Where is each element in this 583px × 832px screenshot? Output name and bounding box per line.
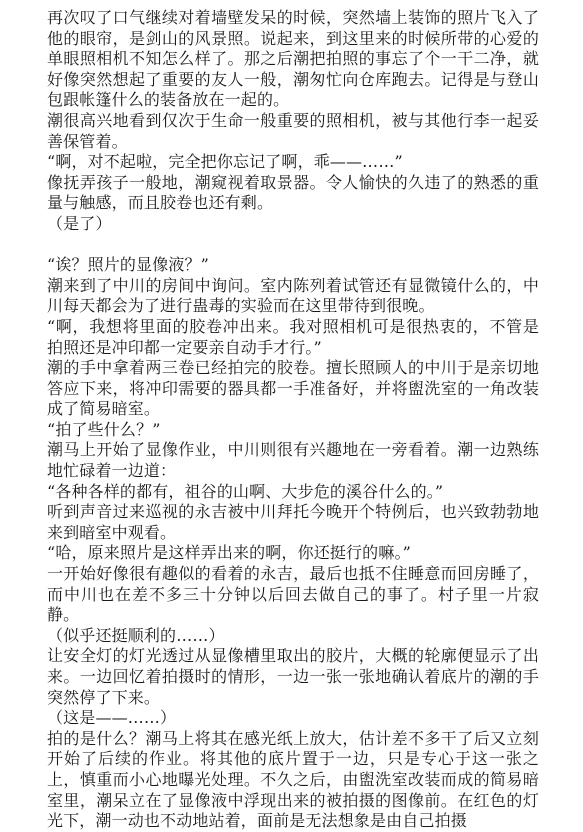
paragraph-14: 听到声音过来巡视的永吉被中川拜托今晚开个特例后，也兴致勃勃地来到暗室中观看。 (47, 502, 539, 542)
paragraph-15: “哈，原来照片是这样弄出来的啊，你还挺行的嘛。” (47, 543, 411, 563)
paragraph-5: （是了） (47, 213, 112, 233)
paragraph-12: 潮马上开始了显像作业，中川则很有兴趣地在一旁看着。潮一边熟练地忙碌着一边道： (47, 440, 539, 481)
paragraph-7: “诶？照片的显像液？” (47, 255, 210, 275)
paragraph-4: 像抚弄孩子一般地，潮窥视着取景器。令人愉快的久违了的熟悉的重量与触感，而且胶卷也还有剩。 (47, 172, 539, 213)
blank-line (47, 235, 539, 256)
paragraph-2: 潮很高兴地看到仅次于生命一般重要的照相机，被与其他行李一起妥善保管着。 (47, 110, 539, 151)
paragraph-19: （这是——……） (47, 708, 177, 728)
paragraph-11: “拍了些什么？” (47, 419, 161, 439)
paragraph-13: “各种各样的都有，祖谷的山啊、大步危的溪谷什么的。” (47, 481, 444, 501)
paragraph-3: “啊，对不起啦，完全把你忘记了啊，乖——……” (47, 152, 403, 172)
paragraph-8: 潮来到了中川的房间中询问。室内陈列着试管还有显微镜什么的，中川每天都会为了进行蛊毒的实验而在这里带待到很晚。 (47, 275, 539, 316)
paragraph-20: 拍的是什么？潮马上将其在感光纸上放大，估计差不多干了后又立刻开始了后续的作业。将其他的底片置于一边，只是专心于这一张之上，慎重而小心地曝光处理。不久之后，由盥洗室改装而成的简易暗室里，潮呆立在了显像液中浮现出来的被拍摄的图像前。在红色的灯光下，潮一动也不动地站着，面前是无法想象是由自己拍摄 (47, 728, 539, 831)
paragraph-17: （似乎还挺顺利的……） (47, 625, 225, 645)
paragraph-18: 让安全灯的灯光透过从显像槽里取出的胶片，大概的轮廓便显示了出来。一边回忆着拍摄时的情形，一边一张一张地确认着底片的潮的手突然停了下来。 (47, 646, 539, 707)
paragraph-9: “啊，我想将里面的胶卷冲出来。我对照相机可是很热衷的，不管是拍照还是冲印都一定要亲自动手才行。” (47, 316, 539, 357)
paragraph-16: 一开始好像很有趣似的看着的永吉，最后也抵不住睡意而回房睡了，而中川也在差不多三十分钟以后回去做自己的事了。村子里一片寂静。 (47, 564, 539, 625)
paragraph-10: 潮的手中拿着两三卷已经拍完的胶卷。擅长照顾人的中川于是亲切地答应下来，将冲印需要的器具都一手准备好，并将盥洗室的一角改装成了简易暗室。 (47, 358, 539, 419)
paragraph-1: 再次叹了口气继续对着墙壁发呆的时候，突然墙上装饰的照片飞入了他的眼帘，是剑山的风景照。说起来，到这里来的时候所带的心爱的单眼照相机不知怎么样了。那之后潮把拍照的事忘了个一干二净，就好像突然想起了重要的友人一般，潮匆忙向仓库跑去。记得是与登山包跟帐篷什么的装备放在一起的。 (47, 8, 539, 110)
